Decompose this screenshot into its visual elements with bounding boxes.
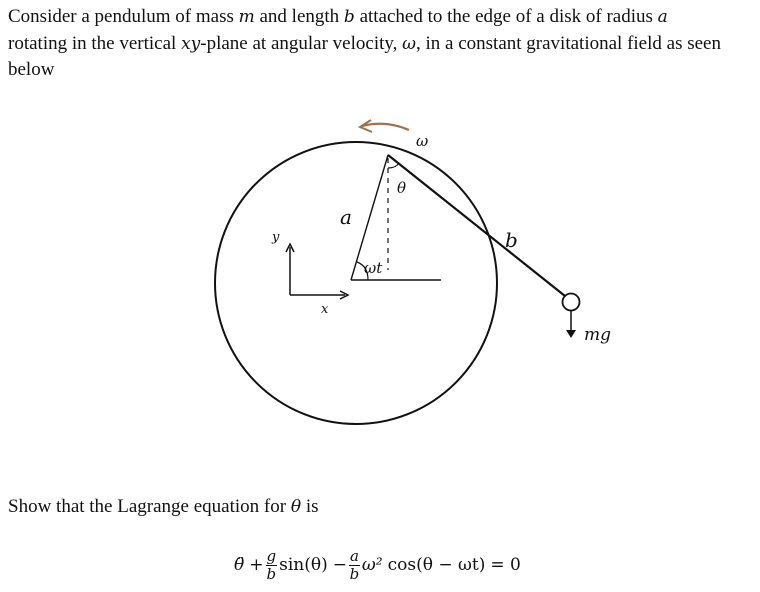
minus-sign: − <box>332 555 347 575</box>
cos-term: cos(θ − ωt) <box>387 555 486 575</box>
task-text: Show that the Lagrange equation for <box>8 496 291 517</box>
radius-label: a <box>340 205 352 229</box>
equals-zero: = 0 <box>490 555 521 575</box>
plane-symbol: xy <box>181 33 201 54</box>
disk-circle <box>215 142 497 424</box>
plus-sign: + <box>249 555 264 575</box>
g-over-b-fraction <box>266 548 278 583</box>
fraction-b-2: b <box>349 564 360 583</box>
theta-double-dot: θ̈ <box>234 555 245 575</box>
problem-text-1: Consider a pendulum of mass <box>8 6 239 27</box>
problem-text-3: attached to the edge of a disk of radius <box>354 6 658 27</box>
fraction-g: g <box>266 546 277 565</box>
length-symbol: b <box>343 7 355 27</box>
problem-text-6: , in a constant gravitational field as seen below <box>8 32 721 80</box>
omega-t-label: ωt <box>364 259 383 277</box>
task-theta-symbol: θ <box>290 497 302 517</box>
task-text-end: is <box>301 496 319 517</box>
omega-symbol: ω <box>402 33 417 54</box>
lagrange-equation <box>234 540 521 590</box>
fraction-b-1: b <box>266 564 277 583</box>
radius-symbol: a <box>657 7 668 27</box>
y-axis-label: y <box>272 230 280 245</box>
task-statement <box>8 494 319 520</box>
omega-squared: ω² <box>361 555 383 575</box>
sin-term: sin(θ) <box>279 555 328 575</box>
problem-text-2: and length <box>254 6 344 27</box>
gravity-arrowhead <box>566 330 576 338</box>
fraction-a: a <box>349 546 359 565</box>
mass-symbol: m <box>238 7 255 27</box>
x-axis-label: x <box>321 302 329 317</box>
a-over-b-fraction <box>349 548 360 583</box>
mg-label: mg <box>584 325 612 345</box>
rotation-arrow <box>362 124 409 130</box>
problem-text-4: rotating in the vertical <box>8 32 182 54</box>
omega-label: ω <box>416 132 429 150</box>
pendulum-bob <box>563 294 580 311</box>
theta-label: θ <box>397 179 407 197</box>
problem-text-5: -plane at angular velocity, <box>200 32 403 54</box>
length-label: b <box>505 228 518 252</box>
pendulum-rod <box>388 155 565 296</box>
